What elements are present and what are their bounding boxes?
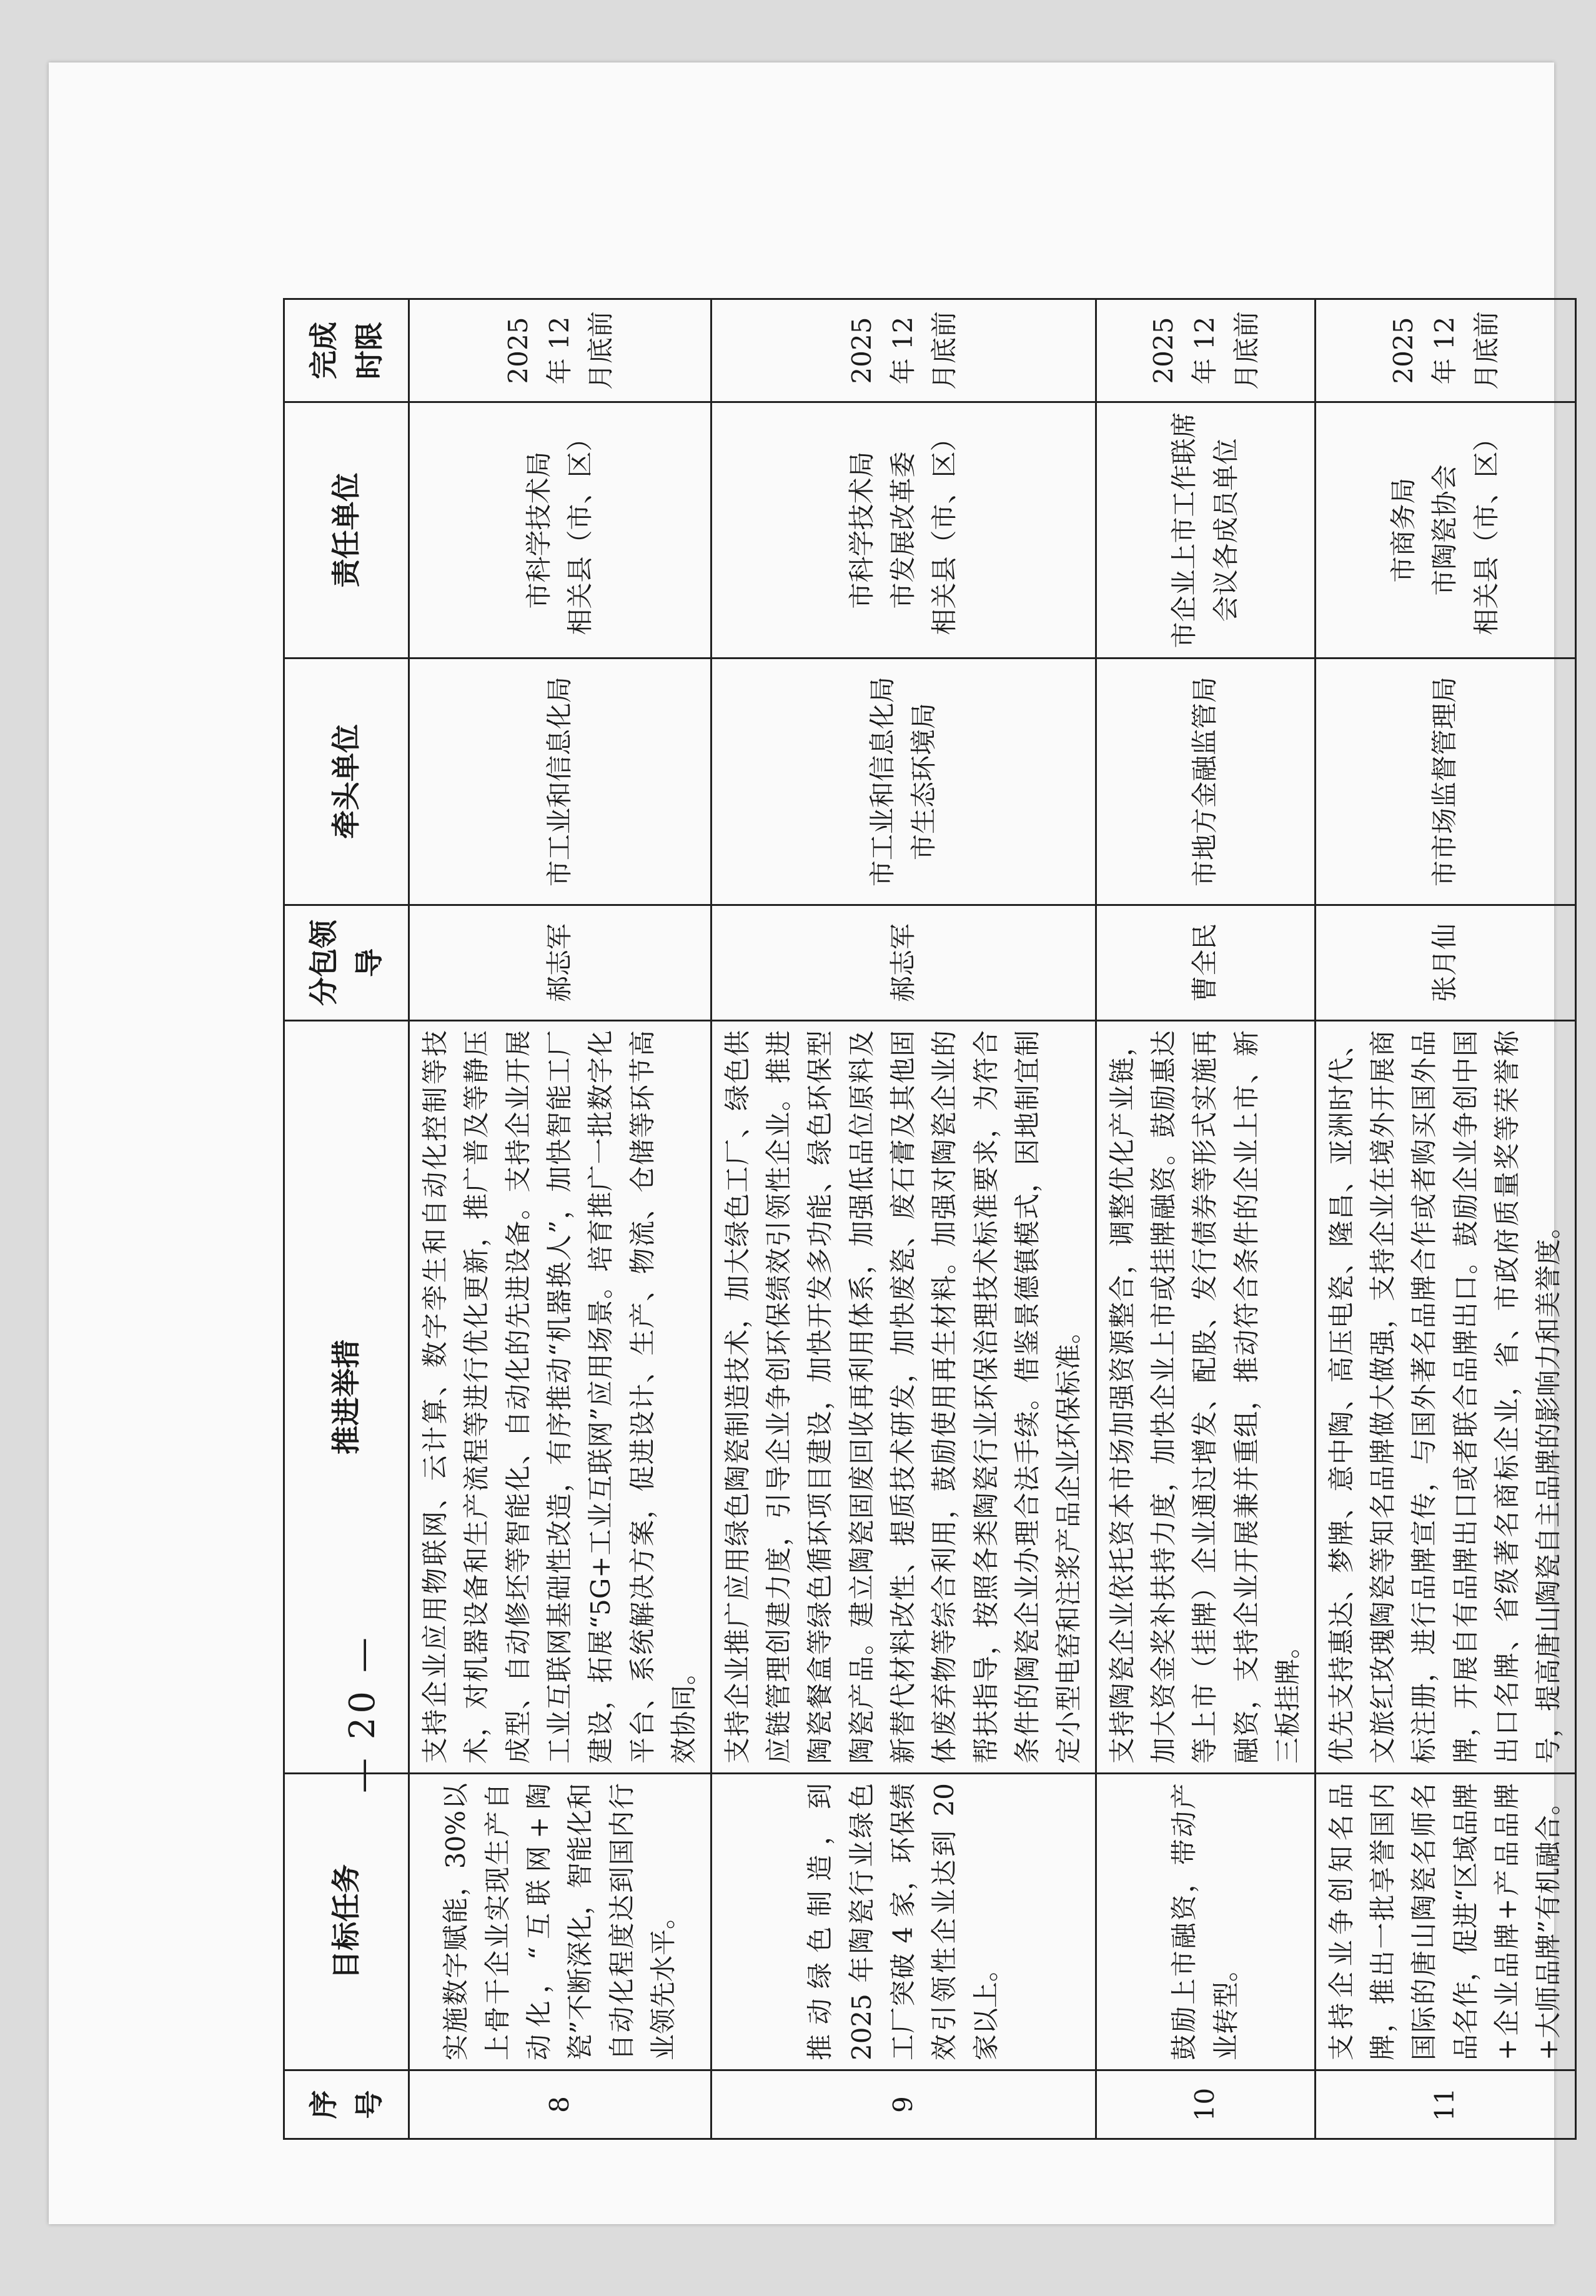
responsible-unit: 市科学技术局 市发展改革委 相关县（市、区） (711, 402, 1096, 658)
leader: 郝志军 (711, 905, 1096, 1021)
row-number: 9 (711, 2070, 1096, 2139)
header-cell-deadline: 完成时限 (284, 299, 409, 402)
deadline: 2025 年 12 月底前 (1315, 299, 1575, 402)
table-row (711, 299, 1096, 2139)
header-cell-leader: 分包领导 (284, 905, 409, 1021)
deadline: 2025 年 12 月底前 (711, 299, 1096, 402)
leader: 郝志军 (409, 905, 711, 1021)
table-row (1096, 299, 1315, 2139)
leader: 张月仙 (1315, 905, 1575, 1021)
page-number: — 20 — (342, 1634, 383, 1793)
table-row (1315, 299, 1575, 2139)
lead-unit: 市工业和信息化局 市生态环境局 (711, 658, 1096, 905)
target-task: 支持企业争创知名品牌，推出一批享誉国内国际的唐山陶瓷名师名品名作，促进“区域品牌+企业品牌+产品品牌+大师品牌”有机融合。 (1315, 1774, 1575, 2070)
row-number: 8 (409, 2070, 711, 2139)
lead-unit: 市地方金融监管局 (1096, 658, 1315, 905)
lead-unit: 市市场监督管理局 (1315, 658, 1575, 905)
responsible-unit: 市科学技术局 相关县（市、区） (409, 402, 711, 658)
lead-unit: 市工业和信息化局 (409, 658, 711, 905)
header-cell-target: 目标任务 (284, 1774, 409, 2070)
header-cell-measures: 推进举措 (284, 1021, 409, 1774)
target-task: 推动绿色制造，到 2025 年陶瓷行业绿色工厂突破 4 家，环保绩效引领性企业达到 20 家以上。 (711, 1774, 1096, 2070)
deadline: 2025 年 12 月底前 (409, 299, 711, 402)
measures: 支持陶瓷企业依托资本市场加强资源整合，调整优化产业链，加大资金奖补扶持力度，加快企业上市或挂牌融资。鼓励惠达等上市（挂牌）企业通过增发、配股、发行债券等形式实施再融资，支持企业开展兼并重组，推动符合条件的企业上市、新三板挂牌。 (1096, 1021, 1315, 1774)
header-cell-lead-unit: 牵头单位 (284, 658, 409, 905)
responsible-unit: 市商务局 市陶瓷协会 相关县（市、区） (1315, 402, 1575, 658)
target-task: 实施数字赋能，30%以上骨干企业实现生产自动化，“互联网+陶瓷”不断深化，智能化和自动化程度达到国内行业领先水平。 (409, 1774, 711, 2070)
header-cell-resp-unit: 责任单位 (284, 402, 409, 658)
rotated-table-container (283, 300, 1564, 2140)
table-row (409, 299, 711, 2139)
target-task: 鼓励上市融资，带动产业转型。 (1096, 1774, 1315, 2070)
task-table (283, 298, 1577, 2140)
row-number: 10 (1096, 2070, 1315, 2139)
row-number: 11 (1315, 2070, 1575, 2139)
leader: 曹全民 (1096, 905, 1315, 1021)
measures: 支持企业应用物联网、云计算、数字孪生和自动化控制等技术，对机器设备和生产流程等进行优化更新，推广普及等静压成型、自动修坯等智能化、自动化的先进设备。支持企业开展工业互联网基础性改造，有序推动“机器换人”，加快智能工厂建设，拓展“5G+工业互联网”应用场景。培育推广一批数字化平台、系统解决方案，促进设计、生产、物流、仓储等环节高效协同。 (409, 1021, 711, 1774)
scanned-page (49, 62, 1564, 2224)
header-cell-no: 序号 (284, 2070, 409, 2139)
table-header-row (284, 299, 409, 2139)
responsible-unit: 市企业上市工作联席会议各成员单位 (1096, 402, 1315, 658)
measures: 支持企业推广应用绿色陶瓷制造技术，加大绿色工厂、绿色供应链管理创建力度，引导企业争创环保绩效引领性企业。推进陶瓷餐盒等绿色循环项目建设，加快开发多功能、绿色环保型陶瓷产品。建立陶瓷固废回收再利用体系，加强低品位原料及新替代材料改性、提质技术研发，加快废瓷、废石膏及其他固体废弃物等综合利用，鼓励使用再生材料。加强对陶瓷企业的帮扶指导，按照各类陶瓷行业环保治理技术标准要求，为符合条件的陶瓷企业办理合法手续。借鉴景德镇模式，因地制宜制定小型电窑和注浆产品企业环保标准。 (711, 1021, 1096, 1774)
deadline: 2025 年 12 月底前 (1096, 299, 1315, 402)
measures: 优先支持惠达、梦牌、意中陶、高压电瓷、隆昌、亚洲时代、文旅红玫瑰陶瓷等知名品牌做大做强，支持企业在境外开展商标注册，进行品牌宣传，与国外著名品牌合作或者购买国外品牌，开展自有品牌出口或者联合品牌出口。鼓励企业争创中国出口名牌、省级著名商标企业，省、市政府质量奖等荣誉称号，提高唐山陶瓷自主品牌的影响力和美誉度。 (1315, 1021, 1575, 1774)
